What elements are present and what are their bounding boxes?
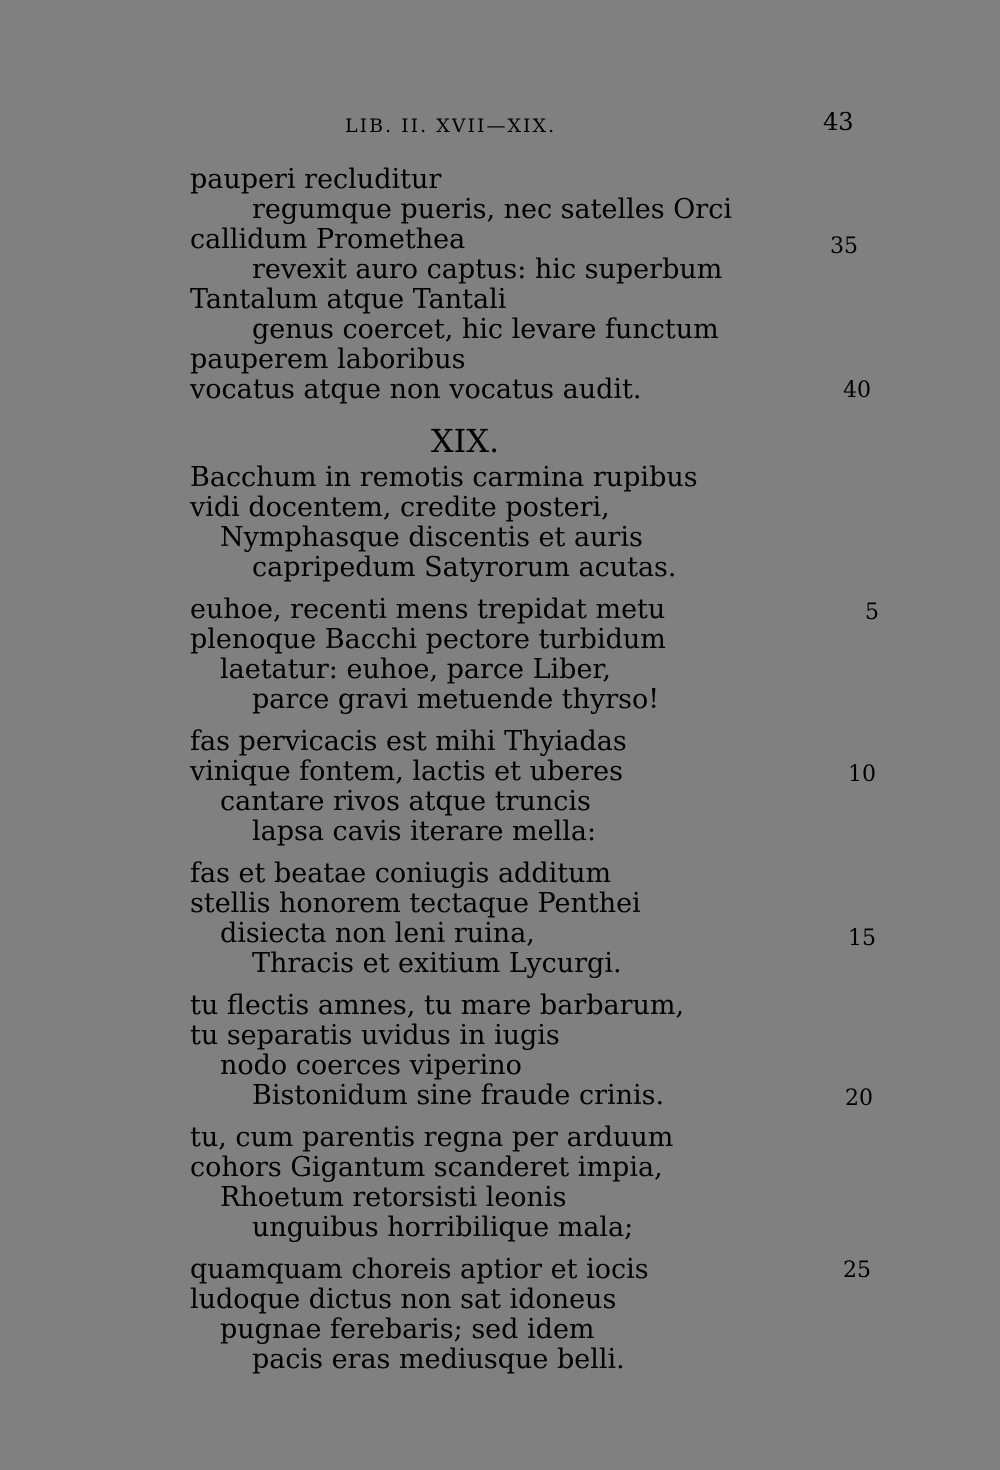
verse-line: genus coercet, hic levare functum <box>252 314 719 345</box>
verse-line: regumque pueris, nec satelles Orci <box>252 194 732 225</box>
verse-line: revexit auro captus: hic superbum <box>252 254 723 285</box>
line-number: 15 <box>848 926 876 951</box>
verse-line: Bistonidum sine fraude crinis. <box>252 1080 665 1111</box>
verse-line: tu separatis uvidus in iugis <box>190 1020 560 1051</box>
verse-line: vocatus atque non vocatus audit. <box>190 374 642 405</box>
verse-line: disiecta non leni ruina, <box>220 918 535 949</box>
verse-line: pauperem laboribus <box>190 344 466 375</box>
verse-line: Nymphasque discentis et auris <box>220 522 643 553</box>
verse-line: Thracis et exitium Lycurgi. <box>252 948 622 979</box>
verse-line: tu flectis amnes, tu mare barbarum, <box>190 990 685 1021</box>
verse-line: tu, cum parentis regna per arduum <box>190 1122 674 1153</box>
verse-line: quamquam choreis aptior et iocis <box>190 1254 649 1285</box>
verse-line: plenoque Bacchi pectore turbidum <box>190 624 666 655</box>
line-number: 35 <box>830 234 858 259</box>
verse-line: vinique fontem, lactis et uberes <box>190 756 623 787</box>
verse-line: Rhoetum retorsisti leonis <box>220 1182 567 1213</box>
verse-line: callidum Promethea <box>190 224 466 255</box>
verse-line: pugnae ferebaris; sed idem <box>220 1314 595 1345</box>
verse-line: stellis honorem tectaque Penthei <box>190 888 641 919</box>
verse-line: fas et beatae coniugis additum <box>190 858 612 889</box>
verse-line: fas pervicacis est mihi Thyiadas <box>190 726 627 757</box>
verse-line: cantare rivos atque truncis <box>220 786 591 817</box>
verse-line: capripedum Satyrorum acutas. <box>252 552 677 583</box>
verse-line: lapsa cavis iterare mella: <box>252 816 597 847</box>
verse-line: euhoe, recenti mens trepidat metu <box>190 594 666 625</box>
line-number: 25 <box>843 1258 871 1283</box>
verse-line: ludoque dictus non sat idoneus <box>190 1284 617 1315</box>
verse-line: laetatur: euhoe, parce Liber, <box>220 654 611 685</box>
verse-line: Tantalum atque Tantali <box>190 284 507 315</box>
line-number: 20 <box>845 1086 873 1111</box>
verse-line: Bacchum in remotis carmina rupibus <box>190 462 698 493</box>
verse-line: pacis eras mediusque belli. <box>252 1344 625 1375</box>
line-number: 40 <box>843 378 871 403</box>
page-number: 43 <box>823 108 854 136</box>
ode-heading: XIX. <box>430 422 500 460</box>
line-number: 10 <box>848 762 876 787</box>
running-title: LIB. II. XVII—XIX. <box>345 115 557 137</box>
verse-line: vidi docentem, credite posteri, <box>190 492 610 523</box>
verse-line: nodo coerces viperino <box>220 1050 522 1081</box>
verse-line: cohors Gigantum scanderet impia, <box>190 1152 663 1183</box>
verse-line: pauperi recluditur <box>190 164 442 195</box>
verse-line: unguibus horribilique mala; <box>252 1212 634 1243</box>
verse-line: parce gravi metuende thyrso! <box>252 684 660 715</box>
line-number: 5 <box>865 600 879 625</box>
